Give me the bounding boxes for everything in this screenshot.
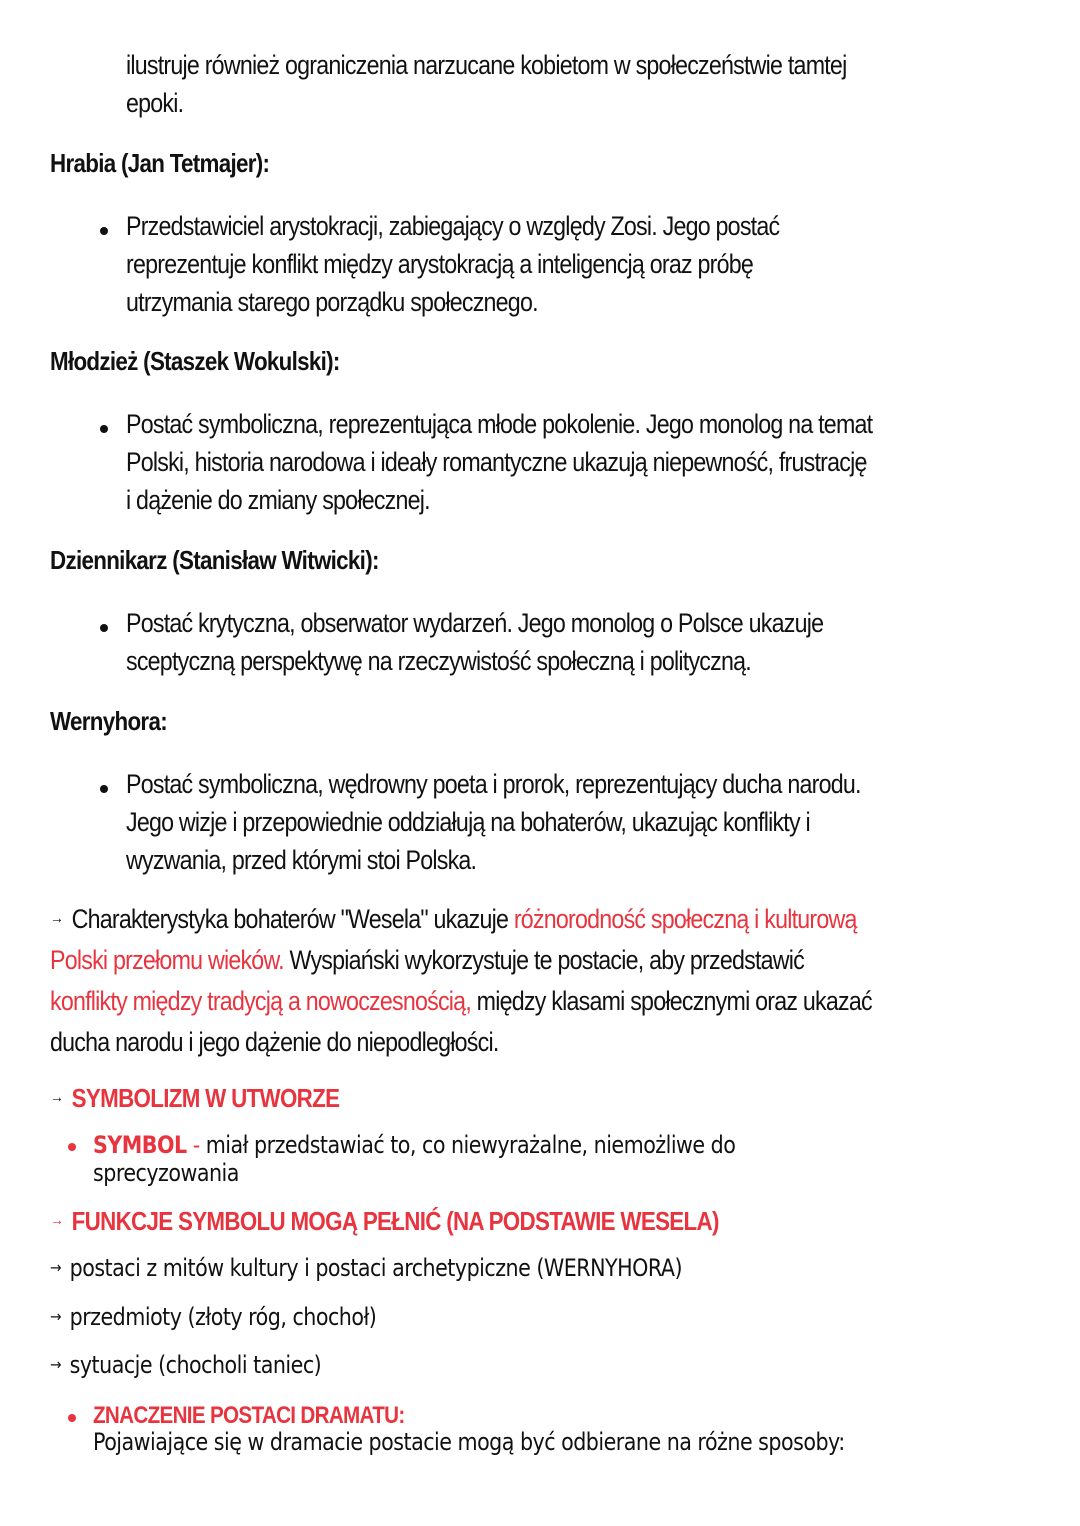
meaning-text: Pojawiające się w dramacie postacie mogą być odbierane na różne sposoby: <box>93 1428 845 1456</box>
bullet-icon <box>100 227 108 235</box>
section-heading-symbolism: → SYMBOLIZM W UTWORZE <box>50 1083 340 1113</box>
character-text-line: Jego wizje i przepowiednie oddziałują na bohaterów, ukazując konflikty i <box>126 807 810 837</box>
character-text-line: i dążenie do zmiany społecznej. <box>126 485 430 515</box>
character-text-line: Postać symboliczna, reprezentująca młode pokolenie. Jego monolog na temat <box>126 409 873 439</box>
continuation-line-2: epoki. <box>126 88 184 118</box>
character-text-line: Przedstawiciel arystokracji, zabiegający o względy Zosi. Jego postać <box>126 211 780 241</box>
function-item: → postaci z mitów kultury i postaci archetypiczne (WERNYHORA) <box>50 1254 682 1282</box>
highlight-text: konflikty między tradycją a nowoczesnością, <box>50 986 471 1016</box>
continuation-line-1: ilustruje również ograniczenia narzucane kobietom w społeczeństwie tamtej <box>126 50 847 80</box>
character-text-line: sceptyczną perspektywę na rzeczywistość społeczną i polityczną. <box>126 646 751 676</box>
arrow-right-icon: → <box>50 909 63 927</box>
highlight-text: Polski przełomu wieków. <box>50 945 284 975</box>
character-text-line: Postać symboliczna, wędrowny poeta i prorok, reprezentujący ducha narodu. <box>126 769 861 799</box>
character-heading-wernyhora: Wernyhora: <box>50 706 167 736</box>
symbol-definition-line-1: SYMBOL - miał przedstawiać to, co niewyrażalne, niemożliwe do <box>93 1131 736 1159</box>
character-text-line: Postać krytyczna, obserwator wydarzeń. Jego monolog o Polsce ukazuje <box>126 608 824 638</box>
function-item: → sytuacje (chocholi taniec) <box>50 1351 322 1379</box>
bullet-icon <box>100 624 108 632</box>
character-text-line: Polski, historia narodowa i ideały romantyczne ukazują niepewność, frustrację <box>126 447 867 477</box>
arrow-right-icon: → <box>50 1354 62 1374</box>
arrow-right-icon: → <box>50 1089 64 1107</box>
function-item: → przedmioty (złoty róg, chochoł) <box>50 1303 377 1331</box>
character-text-line: wyzwania, przed którymi stoi Polska. <box>126 845 477 875</box>
summary-line-3: konflikty między tradycją a nowoczesnością, między klasami społecznymi oraz ukazać <box>50 986 872 1016</box>
character-text-line: utrzymania starego porządku społecznego. <box>126 287 538 317</box>
summary-line-1: → Charakterystyka bohaterów "Wesela" ukazuje różnorodność społeczną i kulturową <box>50 904 857 934</box>
bullet-icon <box>68 1414 76 1422</box>
symbol-definition-line-2: sprecyzowania <box>93 1159 239 1187</box>
symbol-term: SYMBOL <box>93 1131 187 1159</box>
character-heading-dziennikarz: Dziennikarz (Stanisław Witwicki): <box>50 545 379 575</box>
section-heading-functions: → FUNKCJE SYMBOLU MOGĄ PEŁNIĆ (NA PODSTAWIE WESELA) <box>50 1206 719 1236</box>
character-heading-mlodziez: Młodzież (Staszek Wokulski): <box>50 346 340 376</box>
summary-line-4: ducha narodu i jego dążenie do niepodległości. <box>50 1027 499 1057</box>
arrow-right-icon: → <box>50 1306 62 1326</box>
bullet-icon <box>68 1143 76 1151</box>
summary-line-2: Polski przełomu wieków. Wyspiański wykorzystuje te postacie, aby przedstawić <box>50 945 804 975</box>
section-heading-meaning: ZNACZENIE POSTACI DRAMATU: <box>93 1402 405 1429</box>
bullet-icon <box>100 785 108 793</box>
character-text-line: reprezentuje konflikt między arystokracją a inteligencją oraz próbę <box>126 249 754 279</box>
highlight-text: różnorodność społeczną i kulturową <box>513 904 857 934</box>
bullet-icon <box>100 425 108 433</box>
arrow-right-icon: → <box>50 1212 64 1230</box>
arrow-right-icon: → <box>50 1257 62 1277</box>
character-heading-hrabia: Hrabia (Jan Tetmajer): <box>50 148 270 178</box>
